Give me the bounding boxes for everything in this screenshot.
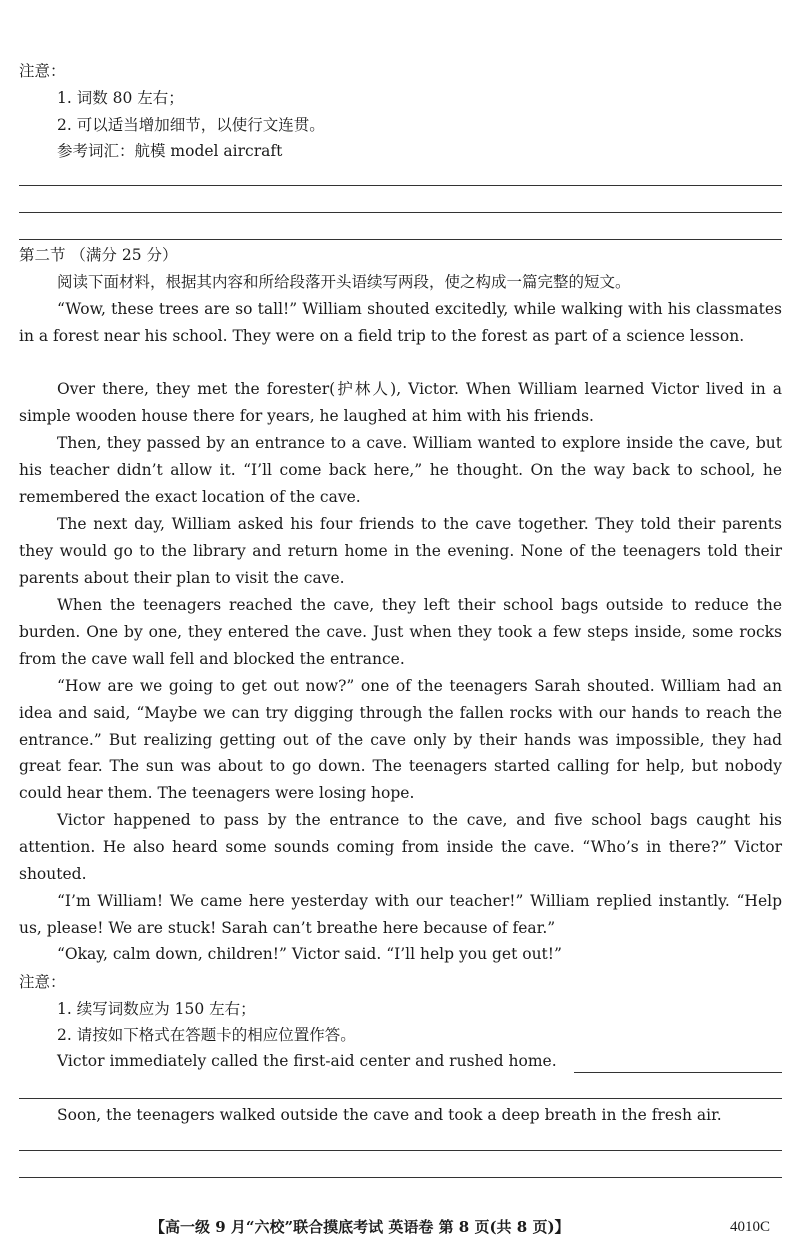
story-paragraph-7: Victor happened to pass by the entrance to the cave, and five school bags caught his attention. He also heard some sounds coming from inside the cave. “Who’s in there?” Victor shouted. xyxy=(19,811,782,883)
notes2-item-2: 2. 请按如下格式在答题卡的相应位置作答。 xyxy=(57,1026,356,1044)
continuation-opening-2: Soon, the teenagers walked outside the cave and took a deep breath in the fresh air. xyxy=(57,1106,722,1124)
answer-line xyxy=(19,239,782,240)
footer-title: 【高一级 9 月“六校”联合摸底考试 英语卷 第 8 页(共 8 页)】 xyxy=(150,1218,570,1236)
notes1-item-2: 2. 可以适当增加细节，以使行文连贯。 xyxy=(57,116,325,134)
notes2-heading: 注意： xyxy=(19,973,66,991)
notes2-item-1: 1. 续写词数应为 150 左右； xyxy=(57,1000,256,1018)
story-paragraph-9: “Okay, calm down, children!” Victor said. “I’ll help you get out!” xyxy=(57,945,562,963)
story-paragraph-8: “I’m William! We came here yesterday with our teacher!” William replied instantly. “Help us, please! We are stuck! Sarah can’t breathe here because of fear.” xyxy=(19,892,782,937)
notes1-item-1: 1. 词数 80 左右； xyxy=(57,89,184,107)
notes1-vocab: 参考词汇：航模 model aircraft xyxy=(57,142,283,160)
notes1-heading: 注意： xyxy=(19,62,66,80)
answer-line xyxy=(19,185,782,186)
story-paragraph-1: “Wow, these trees are so tall!” William shouted excitedly, while walking with his classmates in a forest near his school. They were on a field trip to the forest as part of a science lesson. xyxy=(19,300,782,345)
section2-title: 第二节 （满分 25 分） xyxy=(19,246,178,264)
story-paragraph-3: Then, they passed by an entrance to a cave. William wanted to explore inside the cave, but his teacher didn’t allow it. “I’ll come back here,” he thought. On the way back to school, he remembered the exact location of the cave. xyxy=(19,434,782,506)
story-paragraph-4: The next day, William asked his four friends to the cave together. They told their parents they would go to the library and return home in the evening. None of the teenagers told their parents about their plan to visit the cave. xyxy=(19,515,782,587)
story-paragraph-6: “How are we going to get out now?” one of the teenagers Sarah shouted. William had an idea and said, “Maybe we can try digging through the fallen rocks with our hands to reach the entrance.” But realizing getting out of the cave only by their hands was impossible, they had great fear. The sun was about to go down. The teenagers started calling for help, but nobody could hear them. The teenagers were losing hope. xyxy=(19,677,782,803)
section2-instruction: 阅读下面材料，根据其内容和所给段落开头语续写两段，使之构成一篇完整的短文。 xyxy=(57,273,631,291)
answer-line xyxy=(19,1098,782,1099)
continuation-opening-1: Victor immediately called the first-aid center and rushed home. xyxy=(57,1052,557,1070)
answer-line xyxy=(19,212,782,213)
footer-code: 4010C xyxy=(730,1219,771,1235)
story-paragraph-2: Over there, they met the forester(护林人), Victor. When William learned Victor lived in a simple wooden house there for years, he laughed at him with his friends. xyxy=(19,380,782,425)
answer-line xyxy=(19,1177,782,1178)
answer-line xyxy=(574,1072,782,1073)
story-paragraph-5: When the teenagers reached the cave, they left their school bags outside to reduce the burden. One by one, they entered the cave. Just when they took a few steps inside, some rocks from the cave wall fell and blocked the entrance. xyxy=(19,596,782,668)
answer-line xyxy=(19,1150,782,1151)
